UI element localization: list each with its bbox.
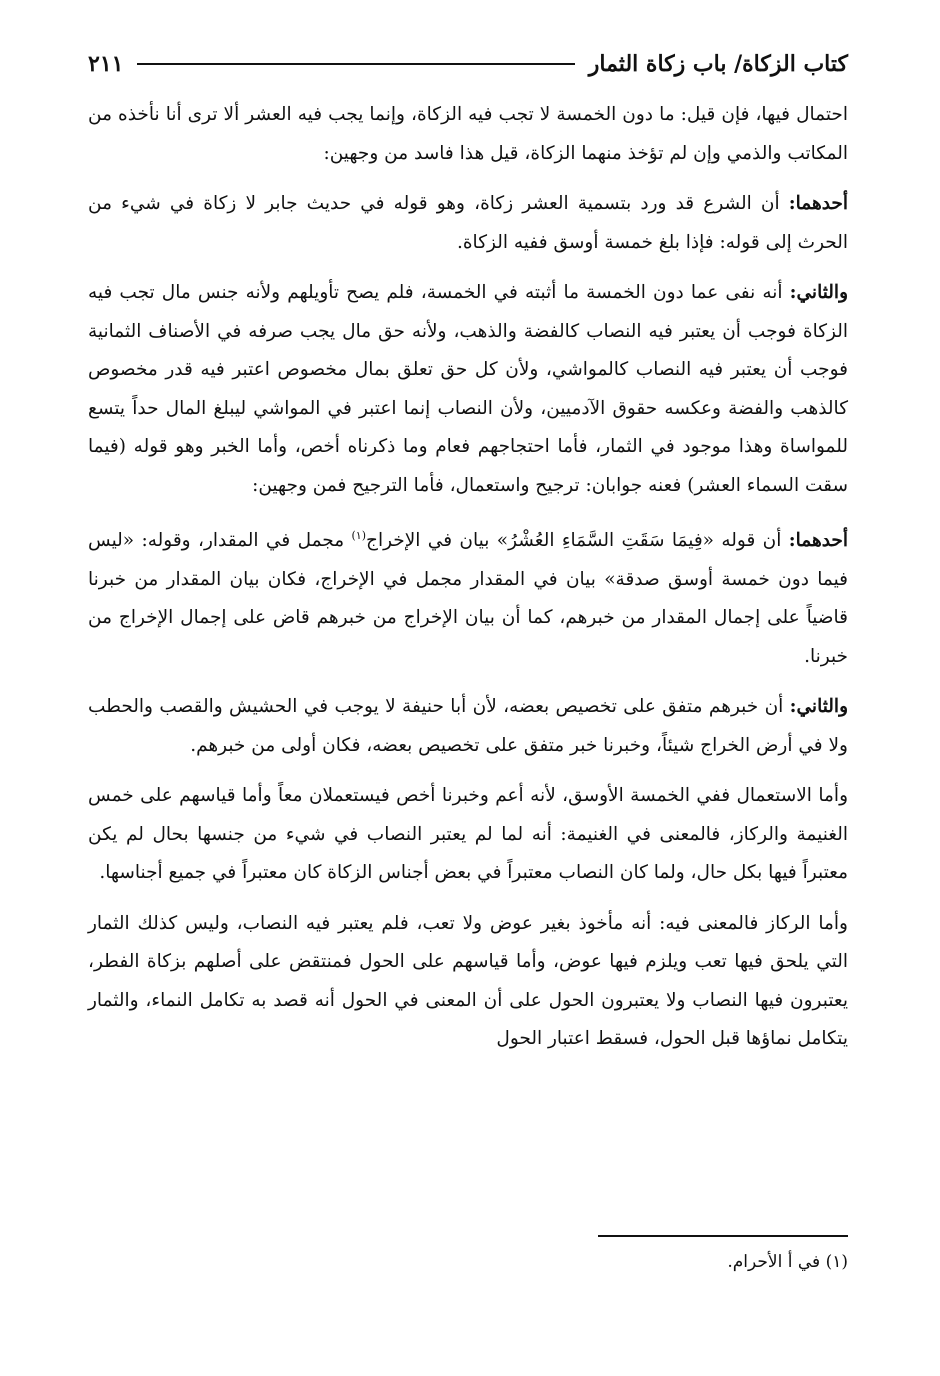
paragraph-lead: أحدهما: [788, 530, 848, 552]
book-page [88, 40, 848, 1350]
paragraph-5 [88, 688, 848, 765]
paragraph-text-continued: مجمل في المقدار، وقوله: «ليس فيما دون خمسة أوسق صدقة» بيان في المقدار مجمل في الإخراج، فكان بيان المقدار من خبرنا قاضياً على إجمال المقدار من خبرهم، كما أن بيان الإخراج من خبرهم قاض على إجمال الإخراج من خبرنا. [88, 530, 848, 667]
paragraph-text: وأما الركاز فالمعنى فيه: أنه مأخوذ بغير عوض ولا تعب، فلم يعتبر فيه النصاب، وليس كذلك الثمار التي يلحق فيها تعب ويلزم فيها عوض، وأما قياسهم على الحول فمنتقض على أصلهم بزكاة الفطر، يعتبرون فيها النصاب ولا يعتبرون الحول على أن المعنى في الحول أنه قصد به تكامل النماء، والثمار يتكامل نماؤها قبل الحول، فسقط اعتبار الحول [88, 912, 848, 1050]
footnote-marker[interactable]: (١) [351, 529, 367, 542]
paragraph-text: أن قوله «فِيمَا سَقَتِ السَّمَاءِ العُشْرُ» بيان في الإخراج [366, 530, 789, 552]
paragraph-lead: أحدهما: [788, 193, 848, 214]
paragraph-2 [88, 185, 848, 262]
footnote-number: (١) [825, 1252, 848, 1272]
paragraph-text: احتمال فيها، فإن قيل: ما دون الخمسة لا تجب فيه الزكاة، وإنما يجب فيه العشر ألا ترى أنا نأخذه من المكاتب والذمي وإن لم تؤخذ منهما الزكاة، قيل هذا فاسد من وجهين: [88, 104, 848, 164]
header-title: كتاب الزكاة/ باب زكاة الثمار [588, 51, 848, 77]
footnote-text: في أ الأحرام. [727, 1252, 821, 1272]
running-header [88, 40, 848, 88]
footnote-rule [598, 1235, 848, 1237]
paragraph-4 [88, 517, 848, 676]
paragraph-lead: والثاني: [789, 696, 848, 718]
header-rule [137, 63, 574, 65]
footnote [727, 1252, 848, 1272]
paragraph-text: أنه نفى عما دون الخمسة ما أثبته في الخمسة، فلم يصح تأويلهم ولأنه جنس مال تجب فيه الزكاة فوجب أن يعتبر فيه النصاب كالفضة والذهب، ولأنه حق مال يجب صرفه في الأصناف الثمانية فوجب أن يعتبر فيه النصاب كالمواشي، ولأن كل حق تعلق بمال مخصوص اعتبر فيه قدر مخصوص كالذهب والفضة وعكسه حقوق الآدميين، ولأن النصاب إنما اعتبر في المواشي ليبلغ المال حداً يتسع للمواساة وهذا موجود في الثمار، فأما احتجاجهم فعام وما ذكرناه أخص، وأما الخبر وهو قوله (فيما سقت السماء العشر) فعنه جوابان: ترجيح واستعمال، فأما الترجيح فمن وجهين: [88, 282, 848, 496]
page-number: ٢١١ [88, 51, 124, 77]
paragraph-3 [88, 274, 848, 505]
paragraph-7 [88, 905, 848, 1059]
paragraph-text: أن خبرهم متفق على تخصيص بعضه، لأن أبا حنيفة لا يوجب في الحشيش والقصب والحطب ولا في أرض الخراج شيئاً، وخبرنا خبر متفق على تخصيص بعضه، فكان أولى من خبرهم. [88, 696, 848, 756]
paragraph-1 [88, 96, 848, 173]
paragraph-lead: والثاني: [789, 282, 848, 303]
paragraph-text: وأما الاستعمال ففي الخمسة الأوسق، لأنه أعم وخبرنا أخص فيستعملان معاً وأما قياسهم على خمس الغنيمة والركاز، فالمعنى في الغنيمة: أنه لما لم يعتبر النصاب في شيء من جنسها بحال لم يكن معتبراً فيها بكل حال، ولما كان النصاب معتبراً في بعض أجناس الزكاة كان معتبراً في جميع أجناسها. [88, 785, 848, 884]
paragraph-text: أن الشرع قد ورد بتسمية العشر زكاة، وهو قوله في حديث جابر لا زكاة في شيء من الحرث إلى قوله: فإذا بلغ خمسة أوسق ففيه الزكاة. [88, 193, 848, 253]
page-body [88, 96, 848, 1059]
paragraph-6 [88, 777, 848, 893]
